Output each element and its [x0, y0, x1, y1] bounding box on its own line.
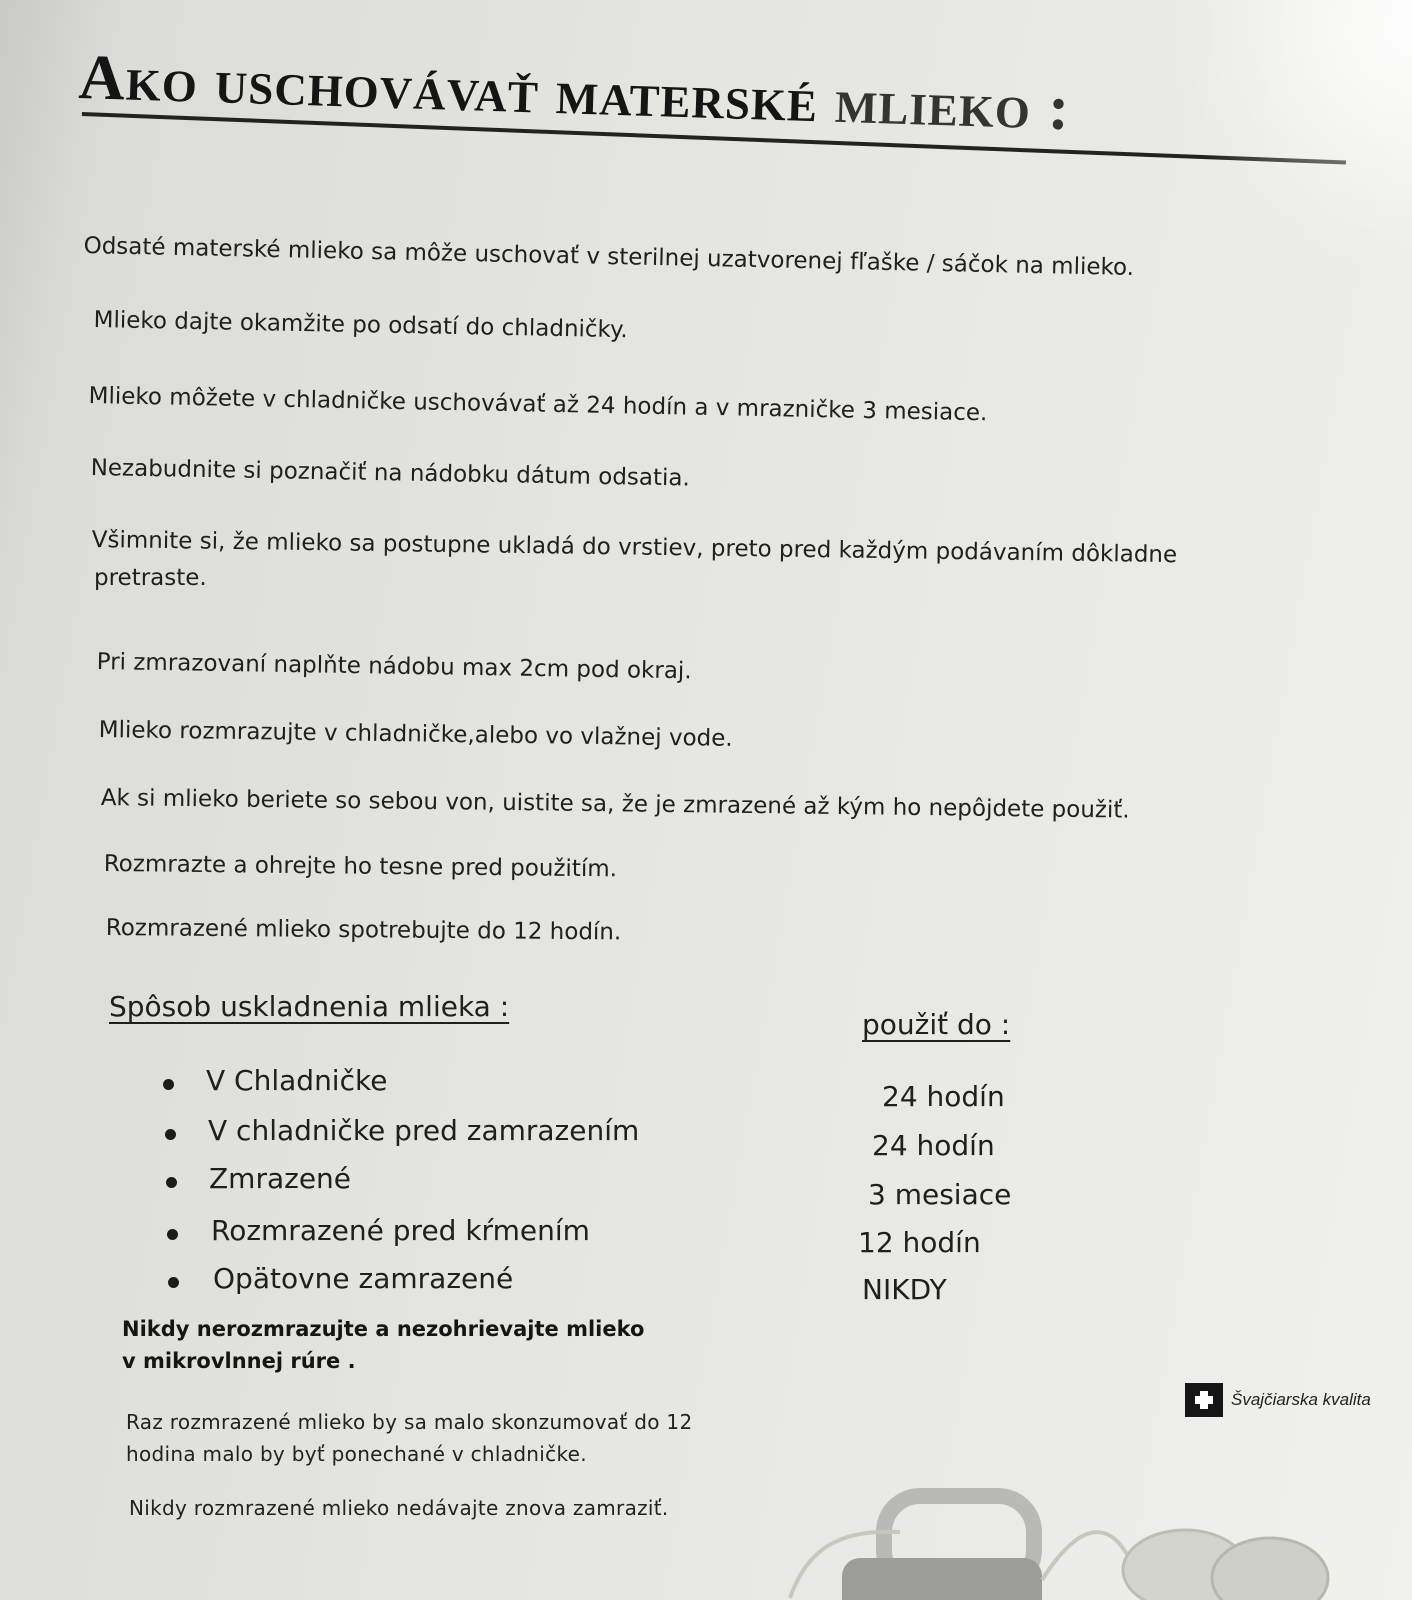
thawed-note-line-1: Raz rozmrazené mlieko by sa malo skonzumovať do 12: [126, 1410, 693, 1434]
bullet-icon: [168, 1277, 179, 1288]
brand-badge: [1185, 1383, 1371, 1417]
storage-method-item: Rozmrazené pred kŕmením: [211, 1214, 590, 1247]
title-part-3: mlieko :: [834, 64, 1072, 144]
microwave-warning-line-2: v mikrovlnnej rúre .: [122, 1349, 356, 1373]
bullet-icon: [167, 1229, 178, 1240]
pump-tube-right: [1042, 1532, 1130, 1580]
storage-method-item: Zmrazené: [209, 1162, 352, 1195]
storage-use-by-value: 12 hodín: [858, 1226, 981, 1259]
paragraph-1: Odsaté materské mlieko sa môže uschovať v sterilnej uzatvorenej fľaške / sáčok na mlieko.: [83, 232, 1135, 281]
microwave-warning: [122, 1313, 644, 1377]
microwave-warning-line-1: Nikdy nerozmrazujte a nezohrievajte mlieko: [122, 1317, 645, 1341]
title-part-2: materské: [554, 55, 820, 136]
storage-use-by-value: 24 hodín: [882, 1080, 1005, 1113]
paragraph-10: Rozmrazené mlieko spotrebujte do 12 hodín.: [105, 914, 622, 946]
bullet-icon: [165, 1129, 176, 1140]
bullet-icon: [163, 1079, 174, 1090]
storage-use-by-value: 3 mesiace: [868, 1178, 1012, 1211]
bullet-icon: [166, 1177, 177, 1188]
title-part-1: Ako uschovávať: [77, 40, 541, 127]
thawed-note-line-2: hodina malo by byť ponechané v chladničke.: [126, 1442, 587, 1466]
paragraph-5: Všimnite si, že mlieko sa postupne ukladá do vrstiev, preto pred každým podávaním dôkladne: [91, 526, 1178, 569]
paragraph-6: Pri zmrazovaní naplňte nádobu max 2cm pod okraj.: [96, 648, 692, 685]
thawed-note: [126, 1406, 692, 1470]
paragraph-5-cont: pretraste.: [94, 565, 207, 591]
paragraph-3: Mlieko môžete v chladničke uschovávať až 24 hodín a v mrazničke 3 mesiace.: [88, 382, 988, 427]
brand-text: Švajčiarska kvalita: [1231, 1390, 1371, 1409]
paragraph-4: Nezabudnite si poznačiť na nádobku dátum odsatia.: [90, 454, 691, 492]
storage-method-heading: Spôsob uskladnenia mlieka :: [109, 990, 510, 1023]
paragraph-2: Mlieko dajte okamžite po odsatí do chladničky.: [93, 306, 628, 344]
storage-method-item: V Chladničke: [206, 1064, 388, 1097]
storage-method-item: Opätovne zamrazené: [213, 1262, 514, 1295]
paragraph-9: Rozmrazte a ohrejte ho tesne pred použitím.: [103, 850, 618, 883]
paragraph-8: Ak si mlieko beriete so sebou von, uistite sa, že je zmrazené až kým ho nepôjdete použiť.: [100, 784, 1130, 824]
storage-method-item: V chladničke pred zamrazením: [208, 1114, 640, 1147]
storage-use-by-value: 24 hodín: [872, 1129, 995, 1162]
storage-use-by-value: NIKDY: [862, 1273, 947, 1306]
paragraph-7: Mlieko rozmrazujte v chladničke,alebo vo vlažnej vode.: [98, 716, 733, 752]
use-by-heading: použiť do :: [862, 1008, 1011, 1041]
breast-pump-illustration-icon: [780, 1460, 1412, 1600]
refreeze-note: Nikdy rozmrazené mlieko nedávajte znova zamraziť.: [129, 1496, 669, 1520]
swiss-cross-icon: [1185, 1383, 1223, 1417]
pump-body: [842, 1558, 1042, 1600]
